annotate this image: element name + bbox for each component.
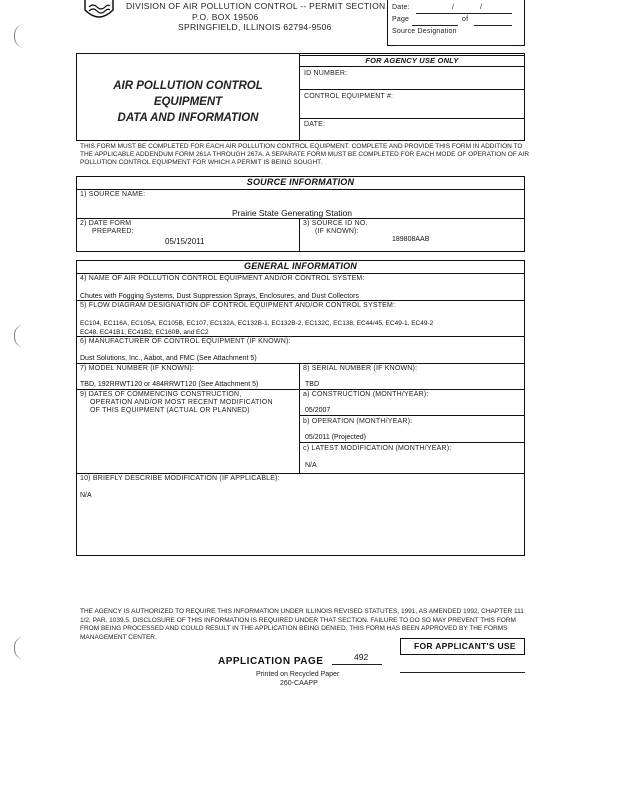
q10-label: 10) BRIEFLY DESCRIBE MODIFICATION (IF APPLICABLE): (80, 475, 280, 482)
punch-hole-top (14, 24, 25, 48)
form-title (80, 78, 296, 126)
q9-label-3: OF THIS EQUIPMENT (ACTUAL OR PLANNED) (90, 407, 250, 414)
of-label: of (462, 16, 469, 23)
date-separator-2: / (480, 4, 483, 11)
division-heading: DIVISION OF AIR POLLUTION CONTROL -- PERMIT SECTION (126, 1, 386, 11)
divider (300, 415, 525, 416)
q5-label: 5) FLOW DIAGRAM DESIGNATION OF CONTROL EQUIPMENT AND/OR CONTROL SYSTEM: (80, 302, 396, 309)
q10-value[interactable]: N/A (80, 492, 92, 499)
underline (400, 672, 525, 673)
source-name-label: 1) SOURCE NAME: (80, 191, 146, 198)
form-title-line-3: DATA AND INFORMATION (117, 112, 259, 124)
q7-value[interactable]: TBD, 192RRWT120 or 484RRWT120 (See Attachment 5) (80, 381, 259, 388)
divider (300, 89, 525, 90)
application-page-label: APPLICATION PAGE (218, 656, 324, 667)
applicants-use-label: FOR APPLICANT'S USE (414, 641, 516, 651)
q9b-value[interactable]: 05/2011 (Projected) (305, 434, 366, 441)
page-total-input[interactable] (474, 25, 512, 26)
date-form-label-1: 2) DATE FORM (80, 220, 132, 227)
divider (77, 336, 525, 337)
source-name-value[interactable]: Prairie State Generating Station (232, 208, 353, 218)
q9a-label: a) CONSTRUCTION (MONTH/YEAR): (303, 391, 429, 398)
illinois-epa-logo (84, 0, 114, 20)
q9-label-1: 9) DATES OF COMMENCING CONSTRUCTION, (80, 391, 242, 398)
divider (77, 218, 525, 219)
date-separator: / (452, 4, 455, 11)
date-form-value[interactable]: 05/15/2011 (165, 237, 205, 246)
date-input[interactable] (416, 13, 512, 14)
q5-value-2[interactable]: EC48, EC41B1, EC41B2, EC160B, and EC2 (80, 329, 209, 336)
application-page-number[interactable]: 492 (354, 652, 369, 662)
divider (77, 389, 525, 390)
source-id-value[interactable]: 189808AAB (392, 236, 430, 243)
q8-value[interactable]: TBD (305, 381, 319, 388)
q6-value[interactable]: Dust Solutions, Inc., Aabot, and FMC (See Attachment 5) (80, 355, 257, 362)
punch-hole-bottom (14, 636, 25, 660)
q9a-value[interactable]: 05/2007 (305, 407, 331, 414)
q4-label: 4) NAME OF AIR POLLUTION CONTROL EQUIPMENT AND/OR CONTROL SYSTEM: (80, 275, 365, 282)
po-box: P.O. BOX 19506 (192, 12, 259, 22)
source-info-header: SOURCE INFORMATION (77, 177, 524, 190)
divider (299, 363, 300, 473)
underline (332, 664, 382, 665)
date-label: Date: (392, 4, 410, 11)
punch-hole-middle (14, 324, 25, 348)
general-info-header: GENERAL INFORMATION (77, 261, 524, 274)
q8-label: 8) SERIAL NUMBER (IF KNOWN): (303, 365, 418, 372)
printed-recycled: Printed on Recycled Paper (256, 671, 340, 678)
q9b-label: b) OPERATION (MONTH/YEAR): (303, 418, 413, 425)
source-id-label-1: 3) SOURCE ID NO. (303, 220, 368, 227)
authority-notice: THE AGENCY IS AUTHORIZED TO REQUIRE THIS INFORMATION UNDER ILLINOIS REVISED STATUTES, 1991, AS AMENDED 1992, CHAPTER 111 1/2, PAR. 1039.5. DISCLOSURE OF THIS INFORMATION IS REQUIRED UNDER THAT SECTION. FAILURE TO DO SO MAY PREVENT THIS FORM FROM BEING PROCESSED AND COULD RESULT IN THE APPLICATION BEING DENIED. THIS FORM HAS BEEN APPROVED BY THE FORMS MANAGEMENT CENTER. (80, 608, 524, 641)
form-code: 260-CAAPP (280, 680, 318, 687)
city-address: SPRINGFIELD, ILLINOIS 62794-9506 (178, 22, 332, 32)
divider (77, 300, 525, 301)
source-id-label-2: (IF KNOWN): (315, 228, 359, 235)
source-designation-input[interactable] (396, 45, 512, 46)
control-equipment-label: CONTROL EQUIPMENT #: (304, 93, 394, 100)
source-designation-label: Source Designation (392, 28, 457, 35)
q4-value[interactable]: Chutes with Fogging Systems, Dust Suppression Sprays, Enclosures, and Dust Collectors (80, 293, 359, 300)
page-label: Page (392, 16, 410, 23)
q9-label-2: OPERATION AND/OR MOST RECENT MODIFICATION (90, 399, 273, 406)
agency-date-label: DATE: (304, 121, 326, 128)
q5-value-1[interactable]: EC104, EC116A, EC105A, EC105B, EC107, EC132A, EC132B-1, EC132B-2, EC132C, EC138, EC44/45, EC49-1, EC49-2 (80, 320, 434, 327)
form-title-line-1: AIR POLLUTION CONTROL (113, 80, 263, 92)
q6-label: 6) MANUFACTURER OF CONTROL EQUIPMENT (IF KNOWN): (80, 338, 291, 345)
divider (300, 118, 525, 119)
divider (77, 473, 525, 474)
q9c-value[interactable]: N/A (305, 462, 317, 469)
form-title-line-2: EQUIPMENT (153, 96, 223, 108)
divider (299, 218, 300, 252)
instructions: THIS FORM MUST BE COMPLETED FOR EACH AIR POLLUTION CONTROL EQUIPMENT. COMPLETE AND PROVIDE THIS FORM IN ADDITION TO THE APPLICABLE ADDENDUM FORM 261A THROUGH 267A. A SEPARATE FORM MUST BE COMPLETED FOR EACH MODE OF OPERATION OF AIR POLLUTION CONTROL EQUIPMENT FOR WHICH A PERMIT IS BEING SOUGHT. (80, 143, 530, 166)
page-number-input[interactable] (412, 25, 458, 26)
date-form-label-2: PREPARED: (92, 228, 134, 235)
id-number-label: ID NUMBER: (304, 70, 348, 77)
agency-use-header: FOR AGENCY USE ONLY (300, 55, 524, 67)
q9c-label: c) LATEST MODIFICATION (MONTH/YEAR): (303, 445, 452, 452)
divider (77, 363, 525, 364)
q7-label: 7) MODEL NUMBER (IF KNOWN): (80, 365, 195, 372)
divider (300, 442, 525, 443)
